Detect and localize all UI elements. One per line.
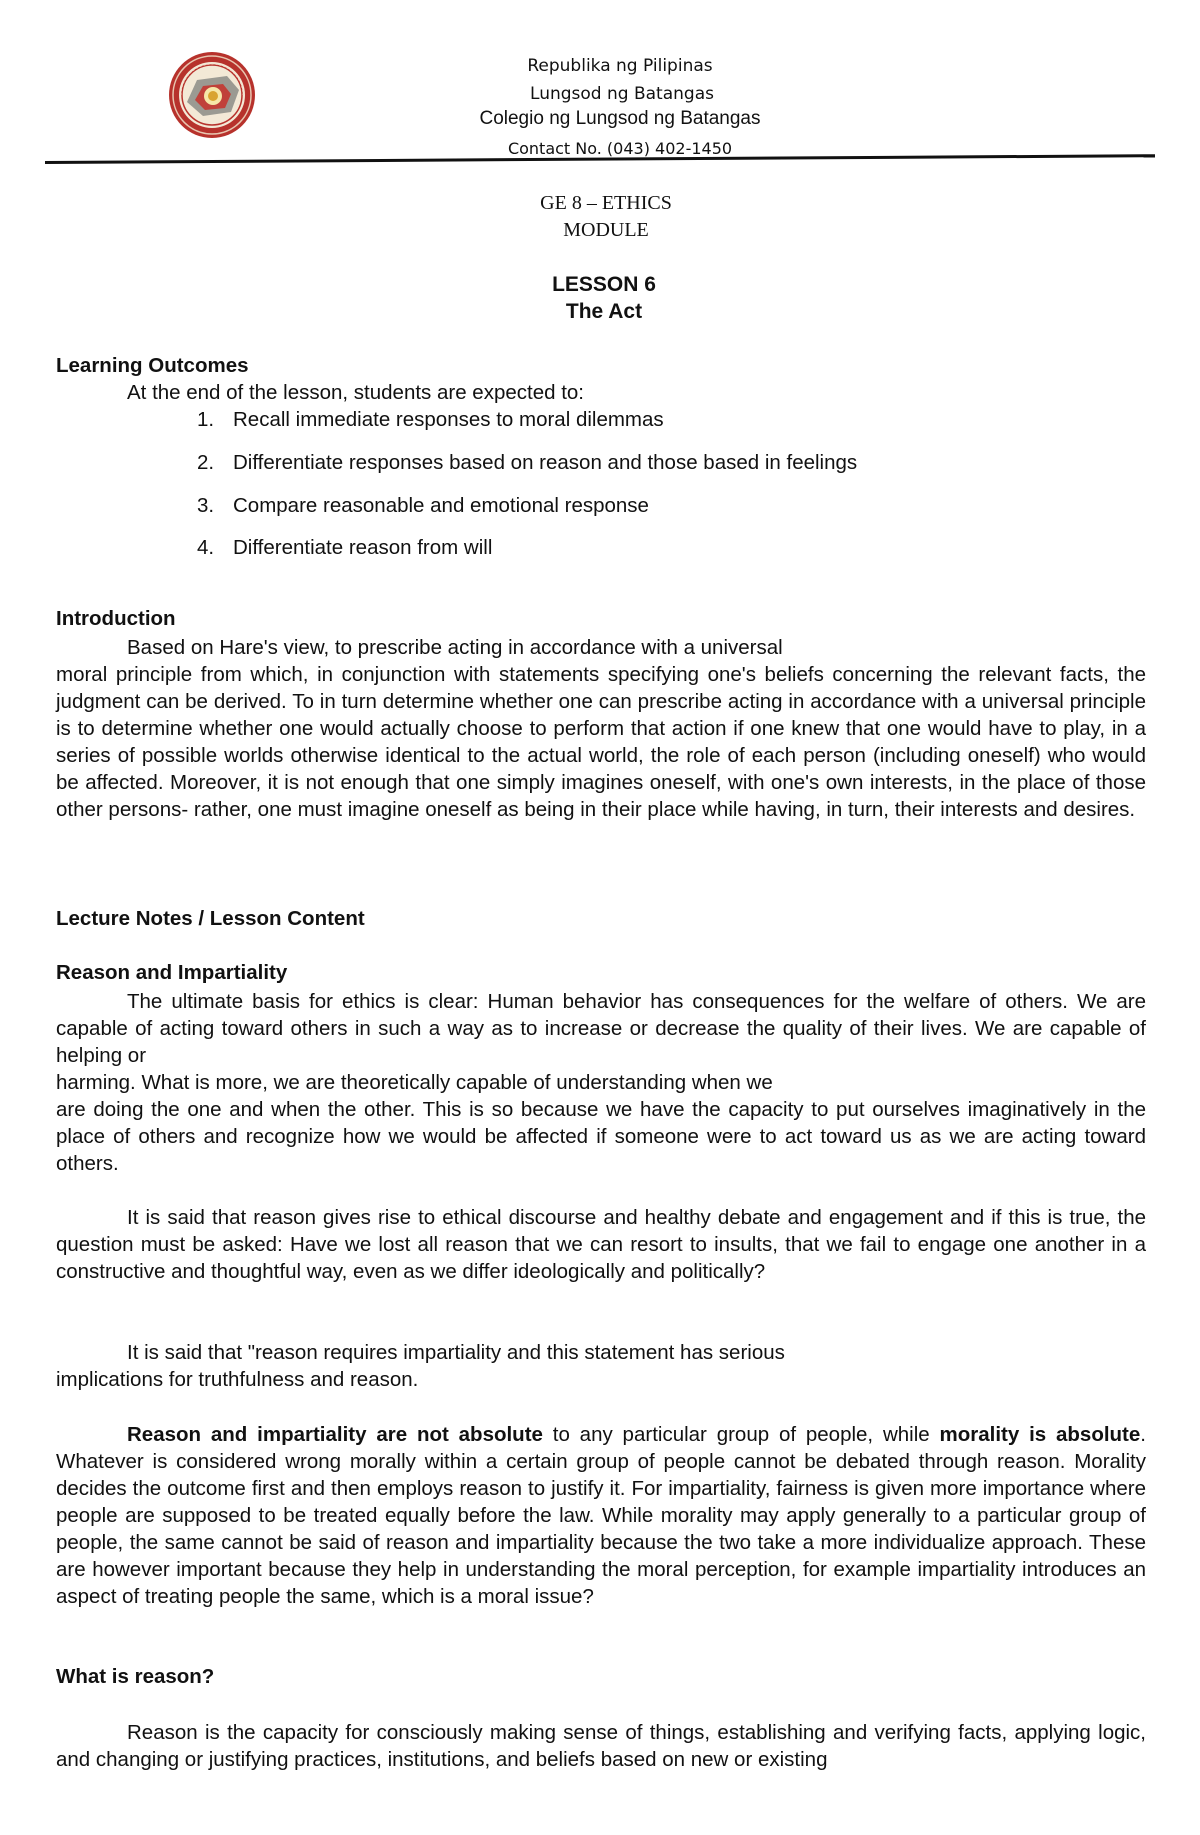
list-item-text: Recall immediate responses to moral dilemmas <box>233 408 664 431</box>
lecture-notes-heading: Lecture Notes / Lesson Content <box>56 907 365 930</box>
list-item-number: 3. <box>197 494 215 517</box>
module-title: MODULE <box>563 219 649 241</box>
text-run: . Whatever is considered wrong morally within a certain group of people cannot be debated through reason. Morality decides the outcome first and then employs reason to justify it. For impartiality, fairness is given more importance where people are supposed to be treated equally before the law. While morality may apply generally to a particular group of people, the same cannot be said of reason and impartiality because the two take a more individualize approach. These are however important because they help in understanding the moral perception, for example impartiality introduces an aspect of treating people the same, which is a moral issue? <box>56 1423 1146 1608</box>
learning-outcomes-heading: Learning Outcomes <box>56 354 249 377</box>
introduction-paragraph: moral principle from which, in conjunction with statements specifying one's beliefs concerning the relevant facts, the judgment can be derived. To in turn determine whether one can prescribe acting in accordance with a universal principle is to determine whether one would actually choose to perform that action if one knew that one would have to play, in a series of possible worlds otherwise identical to the actual world, the role of each person (including oneself) who would be affected. Moreover, it is not enough that one simply imagines oneself, with one's own interests, in the place of those other persons- rather, one must imagine oneself as being in their place while having, in turn, their interests and desires. <box>56 663 1146 821</box>
bold-phrase-morality-absolute: morality is absolute <box>939 1423 1141 1446</box>
learning-outcomes-intro: At the end of the lesson, students are expected to: <box>127 381 584 404</box>
list-item-number: 2. <box>197 451 215 474</box>
header-republic: Republika ng Pilipinas <box>527 56 713 76</box>
bold-phrase-reason-impartiality: Reason and impartiality are not absolute <box>127 1423 543 1446</box>
list-item <box>197 494 649 518</box>
course-title: GE 8 – ETHICS <box>540 192 672 214</box>
reason-paragraph-3a: It is said that "reason requires impartiality and this statement has serious <box>127 1341 785 1364</box>
header-college: Colegio ng Lungsod ng Batangas <box>479 108 761 129</box>
list-item-number: 4. <box>197 536 215 559</box>
reason-impartiality-heading: Reason and Impartiality <box>56 961 288 984</box>
reason-paragraph-4 <box>56 1421 1146 1610</box>
list-item-text: Differentiate reason from will <box>233 536 493 559</box>
text-run: to any particular group of people, while <box>542 1423 940 1446</box>
introduction-first-line: Based on Hare's view, to prescribe acting in accordance with a universal <box>127 636 783 659</box>
lesson-number: LESSON 6 <box>552 273 656 296</box>
list-item <box>197 451 857 475</box>
header-city: Lungsod ng Batangas <box>530 84 714 104</box>
reason-paragraph-1a: The ultimate basis for ethics is clear: Human behavior has consequences for the welfare of others. We are capable of acting toward others in such a way as to increase or decrease the quality of their lives. We are capable of helping or <box>56 990 1146 1067</box>
list-item-number: 1. <box>197 408 215 431</box>
introduction-heading: Introduction <box>56 607 176 630</box>
header-contact: Contact No. (043) 402-1450 <box>507 139 733 158</box>
what-is-reason-paragraph: Reason is the capacity for consciously making sense of things, establishing and verifying facts, applying logic, and changing or justifying practices, institutions, and beliefs based on new or existing <box>56 1721 1146 1771</box>
reason-paragraph-2: It is said that reason gives rise to ethical discourse and healthy debate and engagement and if this is true, the question must be asked: Have we lost all reason that we can resort to insults, that we fail to engage one another in a constructive and thoughtful way, even as we differ ideologically and politically? <box>56 1206 1146 1283</box>
list-item-text: Compare reasonable and emotional response <box>233 494 649 517</box>
what-is-reason-heading: What is reason? <box>56 1665 215 1688</box>
list-item-text: Differentiate responses based on reason and those based in feelings <box>233 451 858 474</box>
list-item <box>197 408 664 432</box>
reason-paragraph-1b: harming. What is more, we are theoretically capable of understanding when we <box>56 1071 773 1094</box>
reason-paragraph-3b: implications for truthfulness and reason. <box>56 1368 419 1391</box>
list-item <box>197 536 492 560</box>
reason-paragraph-1c: are doing the one and when the other. This is so because we have the capacity to put ourselves imaginatively in the place of others and recognize how we would be affected if someone were to act toward us as we are acting toward others. <box>56 1098 1146 1175</box>
lesson-title: The Act <box>565 300 643 323</box>
